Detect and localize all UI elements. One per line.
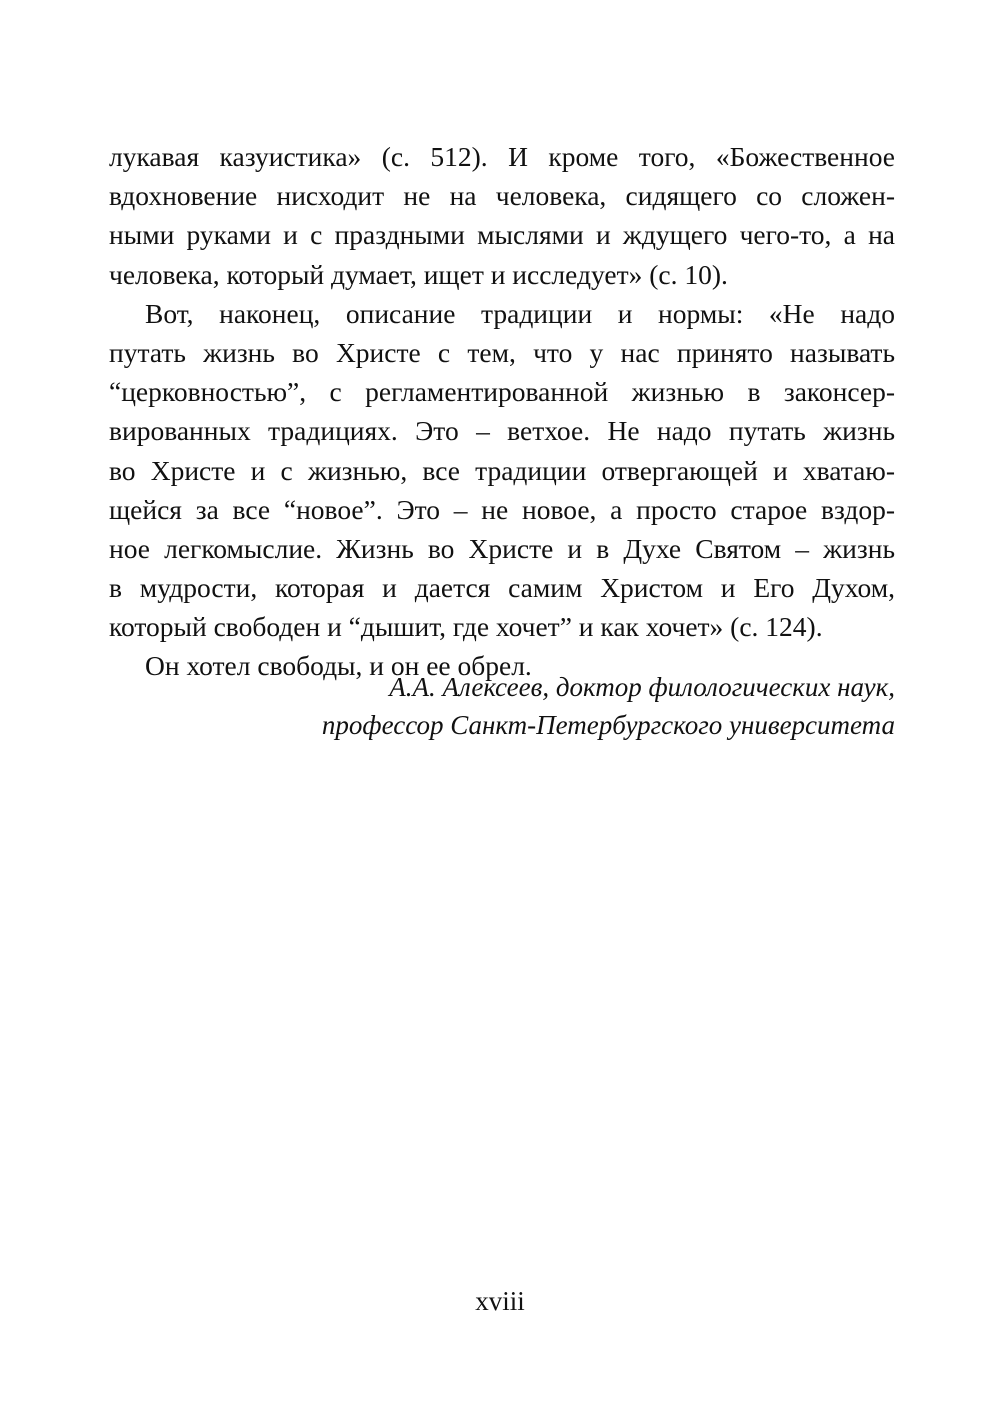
- signature-line-affiliation: профессор Санкт-Петербургского университета: [321, 710, 895, 740]
- text-line: во Христе и с жизнью, все традиции отвергающей и хватаю-: [109, 454, 895, 486]
- text-line: Он хотел свободы, и он ее обрел.: [145, 650, 532, 682]
- text-line: щейся за все “новое”. Это – не новое, а просто старое вздор-: [109, 493, 895, 525]
- text-line: вдохновение нисходит не на человека, сидящего со сложен-: [109, 180, 895, 212]
- text-line: Вот, наконец, описание традиции и нормы: «Не надо: [145, 297, 895, 329]
- page-number: xviii: [475, 1286, 525, 1316]
- text-line: человека, который думает, ищет и исследует» (с. 10).: [109, 258, 728, 290]
- text-line: “церковностью”, с регламентированной жизнью в законсер-: [109, 376, 895, 408]
- text-line: в мудрости, которая и дается самим Христом и Его Духом,: [109, 572, 895, 604]
- text-line: ными руками и с праздными мыслями и ждущего чего-то, а на: [109, 219, 895, 251]
- text-line: лукавая казуистика» (с. 512). И кроме того, «Божественное: [109, 141, 895, 172]
- text-line: который свободен и “дышит, где хочет” и как хочет» (с. 124).: [109, 611, 823, 643]
- author-signature: [195, 668, 895, 744]
- text-line: путать жизнь во Христе с тем, что у нас принято называть: [109, 336, 895, 368]
- text-line: вированных традициях. Это – ветхое. Не надо путать жизнь: [109, 415, 895, 447]
- text-line: ное легкомыслие. Жизнь во Христе и в Духе Святом – жизнь: [109, 532, 895, 564]
- body-text: [109, 137, 895, 686]
- signature-line-name: А.А. Алексеев, доктор филологических наук,: [389, 672, 895, 702]
